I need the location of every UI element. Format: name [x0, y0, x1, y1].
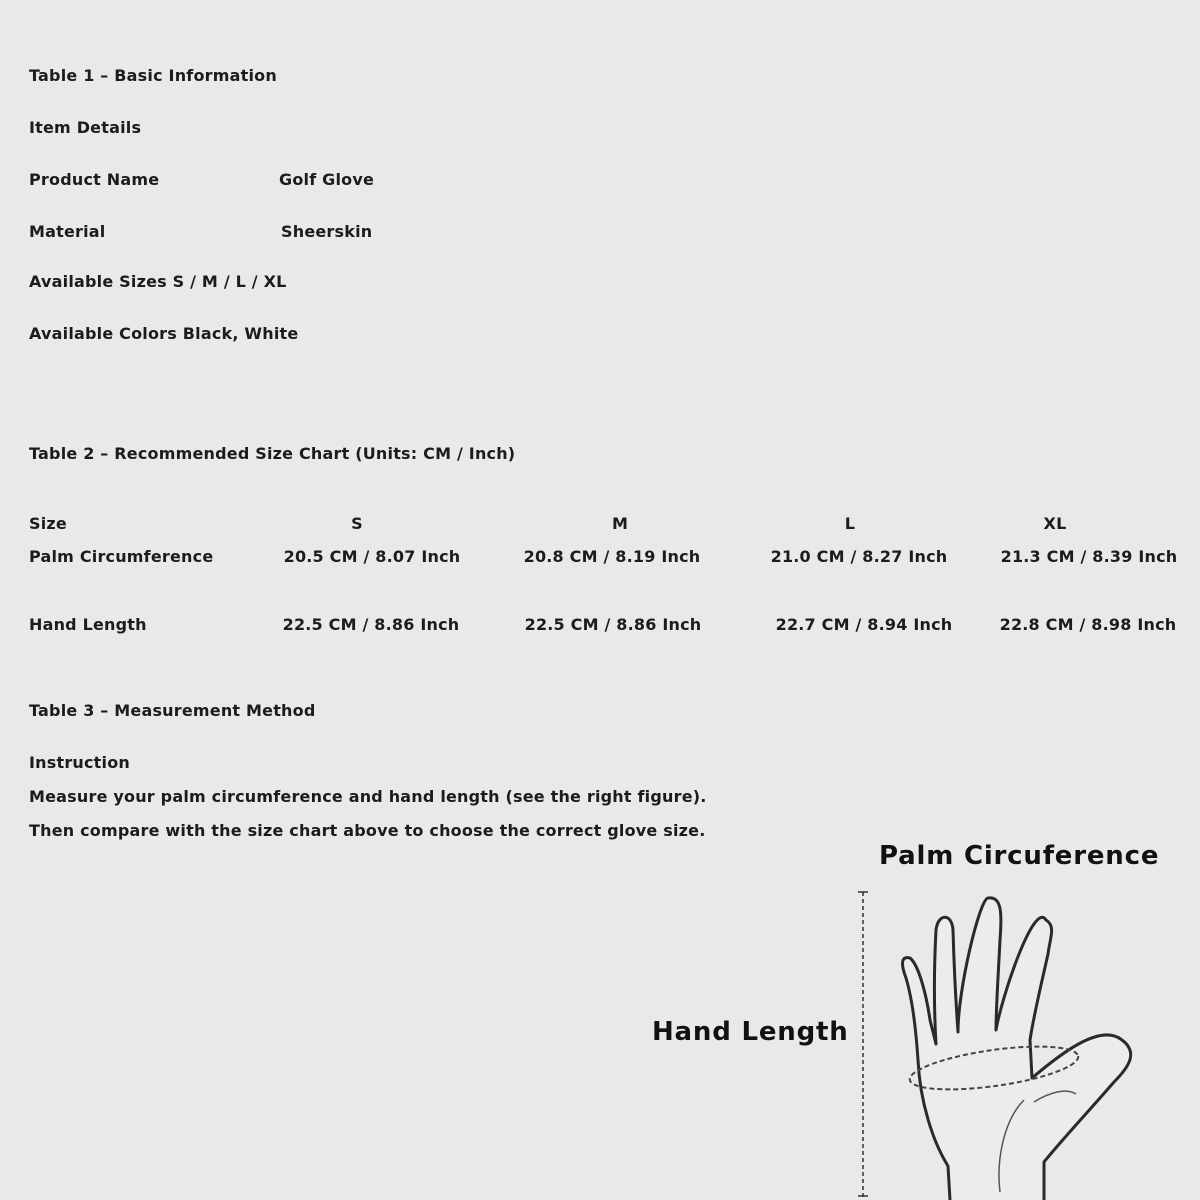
size-xl-header: XL	[1043, 514, 1067, 533]
table3-title: Table 3 – Measurement Method	[29, 701, 316, 720]
hand-length-xl: 22.8 CM / 8.98 Inch	[999, 615, 1177, 634]
table2-title: Table 2 – Recommended Size Chart (Units: CM / Inch)	[29, 444, 516, 463]
available-sizes-line: Available Sizes S / M / L / XL	[29, 272, 287, 291]
instruction-line-1: Measure your palm circumference and hand length (see the right figure).	[29, 787, 707, 806]
material-value: Sheerskin	[281, 222, 373, 241]
hand-measurement-icon	[840, 880, 1160, 1200]
hand-length-figure-label: Hand Length	[652, 1017, 849, 1047]
hand-length-m: 22.5 CM / 8.86 Inch	[524, 615, 702, 634]
hand-length-l: 22.7 CM / 8.94 Inch	[775, 615, 953, 634]
table3-header: Instruction	[29, 753, 130, 772]
hand-length-s: 22.5 CM / 8.86 Inch	[282, 615, 460, 634]
available-colors-line: Available Colors Black, White	[29, 324, 299, 343]
hand-length-label: Hand Length	[29, 615, 147, 634]
palm-circumference-label: Palm Circumference	[29, 547, 214, 566]
palm-circumference-m: 20.8 CM / 8.19 Inch	[523, 547, 701, 566]
palm-circumference-s: 20.5 CM / 8.07 Inch	[283, 547, 461, 566]
table1-header: Item Details	[29, 118, 142, 137]
palm-circumference-xl: 21.3 CM / 8.39 Inch	[1000, 547, 1178, 566]
size-l-header: L	[844, 514, 856, 533]
size-column-header: Size	[29, 514, 67, 533]
size-m-header: M	[611, 514, 629, 533]
table1-title: Table 1 – Basic Information	[29, 66, 277, 85]
palm-circumference-l: 21.0 CM / 8.27 Inch	[770, 547, 948, 566]
palm-circumference-figure-label: Palm Circuference	[879, 841, 1160, 871]
product-name-label: Product Name	[29, 170, 160, 189]
instruction-line-2: Then compare with the size chart above to choose the correct glove size.	[29, 821, 706, 840]
product-name-value: Golf Glove	[279, 170, 375, 189]
size-s-header: S	[351, 514, 363, 533]
material-label: Material	[29, 222, 106, 241]
